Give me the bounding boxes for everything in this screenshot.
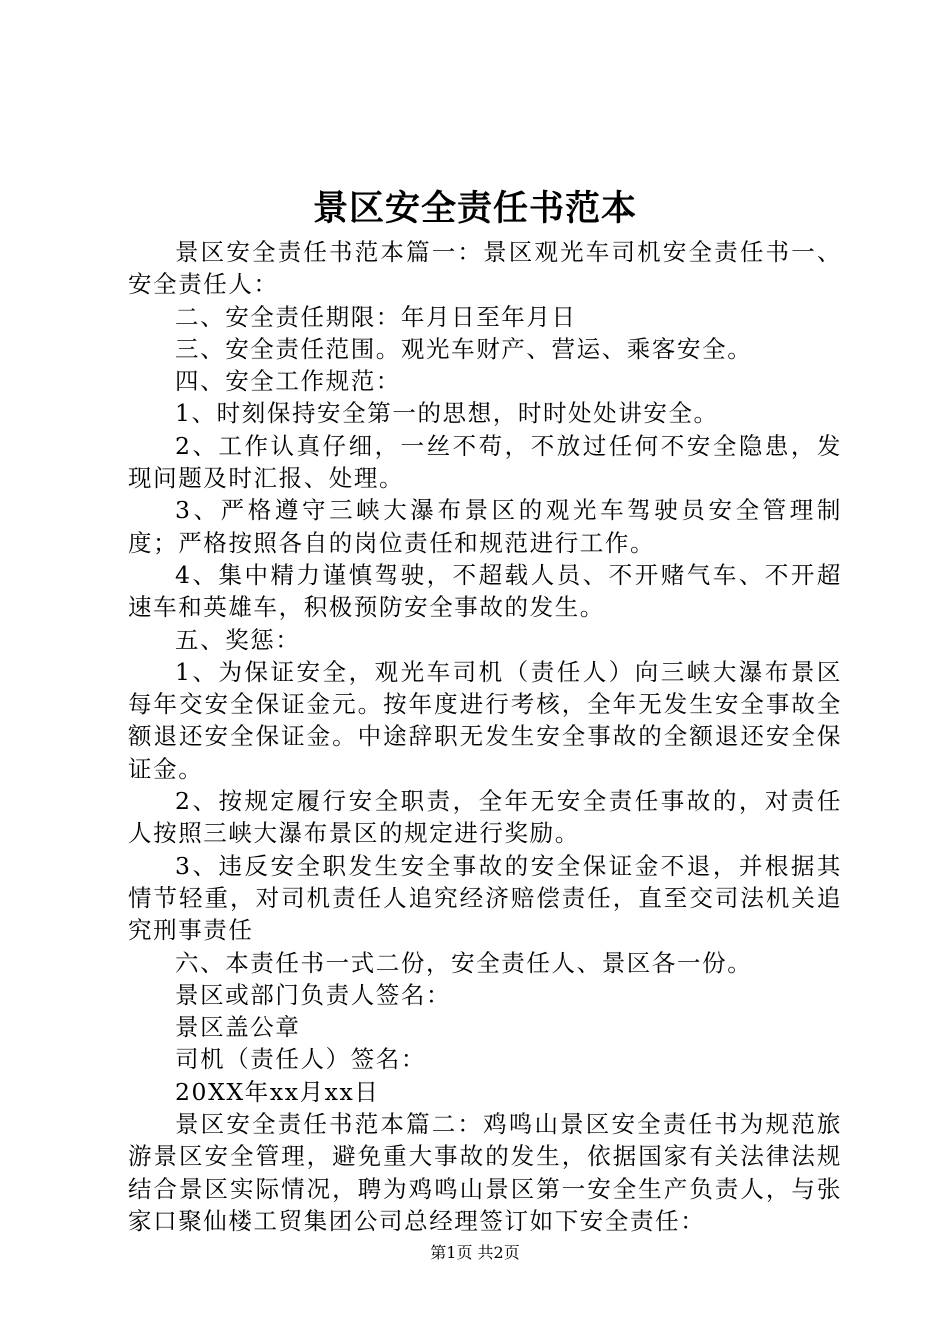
paragraph: 20XX年xx月xx日 [175, 1077, 380, 1106]
paragraph: 司机（责任人）签名： [175, 1045, 426, 1074]
paragraph: 景区安全责任书范本篇二：鸡鸣山景区安全责任书为规范旅游景区安全管理，避免重大事故的发生，依据国家有关法律法规结合景区实际情况，聘为鸡鸣山景区第一安全生产负责人，与张家口聚仙楼工贸集团公司总经理签订如下安全责任： [128, 1110, 842, 1235]
paragraph: 四、安全工作规范： [175, 367, 401, 396]
page-footer: 第1页 共2页 [430, 1243, 520, 1262]
paragraph: 二、安全责任期限：年月日至年月日 [175, 302, 577, 331]
document-body [128, 236, 842, 1237]
paragraph: 六、本责任书一式二份，安全责任人、景区各一份。 [175, 948, 753, 977]
paragraph: 1、时刻保持安全第一的思想，时时处处讲安全。 [175, 399, 719, 428]
paragraph: 五、奖惩： [175, 625, 301, 654]
paragraph: 景区盖公章 [175, 1013, 301, 1042]
document-title: 景区安全责任书范本 [312, 188, 637, 229]
paragraph: 景区或部门负责人签名： [175, 980, 452, 1009]
paragraph: 3、严格遵守三峡大瀑布景区的观光车驾驶员安全管理制度；严格按照各自的岗位责任和规范进行工作。 [128, 496, 842, 557]
paragraph: 2、按规定履行安全职责，全年无安全责任事故的，对责任人按照三峡大瀑布景区的规定进行奖励。 [128, 787, 842, 848]
paragraph: 2、工作认真仔细，一丝不苟，不放过任何不安全隐患，发现问题及时汇报、处理。 [128, 431, 842, 493]
paragraph: 三、安全责任范围。观光车财产、营运、乘客安全。 [175, 334, 753, 363]
paragraph: 4、集中精力谨慎驾驶，不超载人员、不开赌气车、不开超速车和英雄车，积极预防安全事故的发生。 [128, 560, 842, 622]
paragraph: 1、为保证安全，观光车司机（责任人）向三峡大瀑布景区每年交安全保证金元。按年度进行考核，全年无发生安全事故全额退还安全保证金。中途辞职无发生安全事故的全额退还安全保证金。 [128, 657, 842, 783]
paragraph: 景区安全责任书范本篇一：景区观光车司机安全责任书一、安全责任人： [128, 238, 842, 299]
paragraph: 3、违反安全职发生安全事故的安全保证金不退，并根据其情节轻重，对司机责任人追究经济赔偿责任，直至交司法机关追究刑事责任 [128, 851, 842, 945]
